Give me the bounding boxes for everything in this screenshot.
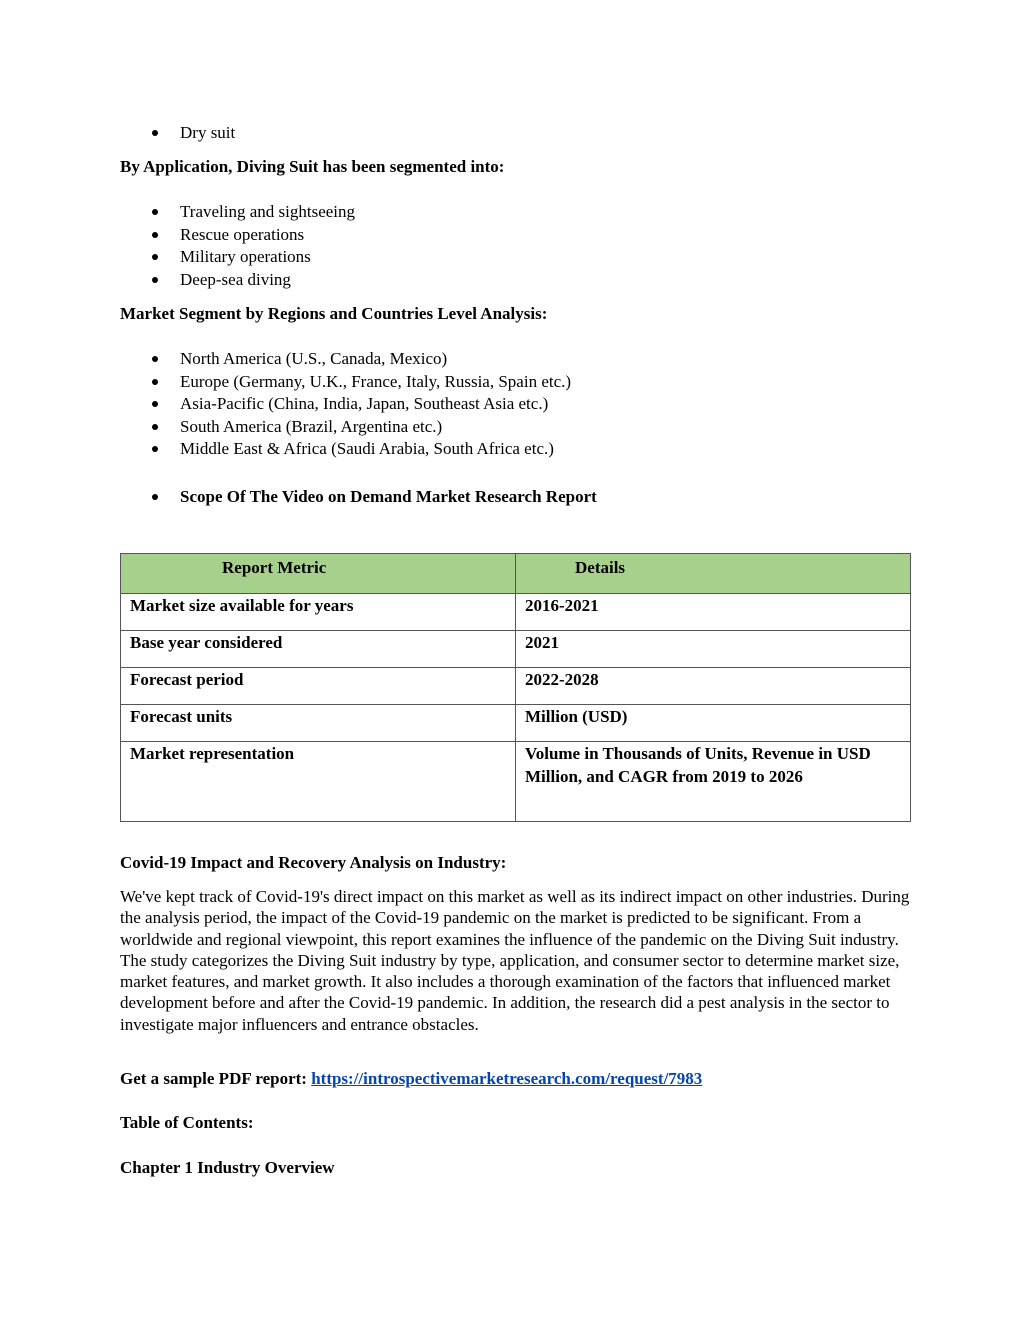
table-row [121, 742, 911, 822]
details-cell: Million (USD) [516, 705, 911, 742]
chapter-1-heading: Chapter 1 Industry Overview [120, 1158, 335, 1177]
regions-list [120, 348, 571, 461]
application-list [120, 201, 355, 291]
list-item: South America (Brazil, Argentina etc.) [120, 416, 571, 439]
table-row [121, 594, 911, 631]
sample-report-line [120, 1068, 702, 1090]
scope-heading: Scope Of The Video on Demand Market Research Report [180, 487, 597, 506]
bullet-icon [152, 401, 158, 407]
metric-cell: Market size available for years [121, 594, 516, 631]
covid-paragraph: We've kept track of Covid-19's direct impact on this market as well as its indirect impact on other industries. During the analysis period, the impact of the Covid-19 pandemic on the market is predicted to be significant. From a worldwide and regional viewpoint, this report examines the influence of the pandemic on the Diving Suit industry. The study categorizes the Diving Suit industry by type, application, and consumer sector to determine market size, market features, and market growth. It also includes a thorough examination of the factors that influenced market development before and after the Covid-19 pandemic. In addition, the research did a pest analysis in the sector to investigate major influencers and entrance obstacles. [120, 887, 910, 1034]
metric-cell: Market representation [121, 742, 516, 822]
details-cell: Volume in Thousands of Units, Revenue in USD Million, and CAGR from 2019 to 2026 [516, 742, 911, 822]
table-header-row [121, 554, 911, 594]
table-row [121, 668, 911, 705]
type-list [120, 122, 235, 145]
bullet-icon [152, 494, 158, 500]
details-cell: 2016-2021 [516, 594, 911, 631]
application-heading: By Application, Diving Suit has been segmented into: [120, 157, 505, 176]
list-item: Traveling and sightseeing [120, 201, 355, 224]
regions-heading: Market Segment by Regions and Countries Level Analysis: [120, 304, 548, 323]
list-item: Europe (Germany, U.K., France, Italy, Russia, Spain etc.) [120, 371, 571, 394]
list-item [120, 486, 597, 509]
sample-report-link[interactable]: https://introspectivemarketresearch.com/request/7983 [311, 1069, 703, 1088]
list-item: Dry suit [120, 122, 235, 145]
table-row [121, 705, 911, 742]
list-item: Military operations [120, 246, 355, 269]
bullet-icon [152, 277, 158, 283]
metric-cell: Forecast units [121, 705, 516, 742]
bullet-icon [152, 232, 158, 238]
metric-cell: Forecast period [121, 668, 516, 705]
bullet-icon [152, 379, 158, 385]
list-item: Asia-Pacific (China, India, Japan, Southeast Asia etc.) [120, 393, 571, 416]
bullet-icon [152, 254, 158, 260]
metric-cell: Base year considered [121, 631, 516, 668]
list-item: Middle East & Africa (Saudi Arabia, South Africa etc.) [120, 438, 571, 461]
scope-list [120, 486, 597, 509]
covid-heading: Covid-19 Impact and Recovery Analysis on Industry: [120, 853, 507, 872]
sample-report-label: Get a sample PDF report: [120, 1069, 312, 1088]
details-cell: 2022-2028 [516, 668, 911, 705]
column-header: Report Metric [121, 554, 516, 594]
column-header: Details [516, 554, 911, 594]
bullet-icon [152, 446, 158, 452]
list-item: Rescue operations [120, 224, 355, 247]
table-row [121, 631, 911, 668]
bullet-icon [152, 130, 158, 136]
bullet-icon [152, 424, 158, 430]
toc-heading: Table of Contents: [120, 1113, 254, 1132]
details-cell: 2021 [516, 631, 911, 668]
list-item: Deep-sea diving [120, 269, 355, 292]
list-item: North America (U.S., Canada, Mexico) [120, 348, 571, 371]
report-metric-table [120, 553, 911, 822]
bullet-icon [152, 209, 158, 215]
bullet-icon [152, 356, 158, 362]
